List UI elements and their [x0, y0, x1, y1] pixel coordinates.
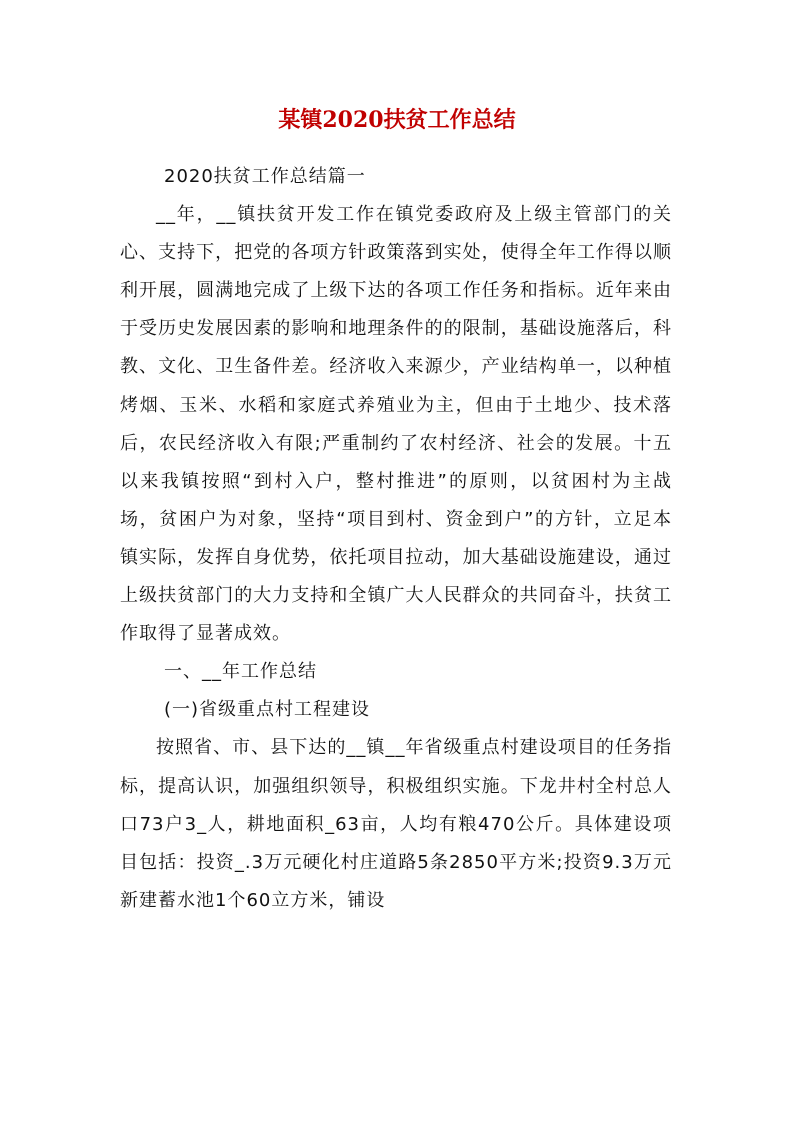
body-paragraph: __年，__镇扶贫开发工作在镇党委政府及上级主管部门的关心、支持下，把党的各项方针政策落到实处，使得全年工作得以顺利开展，圆满地完成了上级下达的各项工作任务和指标。近年来由于受历史发展因素的影响和地理条件的的限制，基础设施落后，科教、文化、卫生备件差。经济收入来源少，产业结构单一，以种植烤烟、玉米、水稻和家庭式养殖业为主，但由于土地少、技术落后，农民经济收入有限;严重制约了农村经济、社会的发展。十五以来我镇按照“到村入户，整村推进”的原则，以贫困村为主战场，贫困户为对象，坚持“项目到村、资金到户”的方针，立足本镇实际，发挥自身优势，依托项目拉动，加大基础设施建设，通过上级扶贫部门的大力支持和全镇广大人民群众的共同奋斗，扶贫工作取得了显著成效。	[120, 204, 672, 645]
section-heading: 一、__年工作总结	[164, 661, 317, 683]
document-body	[120, 158, 672, 920]
subsection-heading: (一)省级重点村工程建设	[164, 699, 371, 721]
body-paragraph: 按照省、市、县下达的__镇__年省级重点村建设项目的任务指标，提高认识，加强组织领导，积极组织实施。下龙井村全村总人口73户3_人，耕地面积_63亩，人均有粮470公斤。具体建设项目包括：投资_.3万元硬化村庄道路5条2850平方米;投资9.3万元新建蓄水池1个60立方米，铺设	[120, 737, 672, 911]
document-title: 某镇2020扶贫工作总结	[278, 107, 516, 133]
section-heading: 2020扶贫工作总结篇一	[164, 166, 366, 187]
